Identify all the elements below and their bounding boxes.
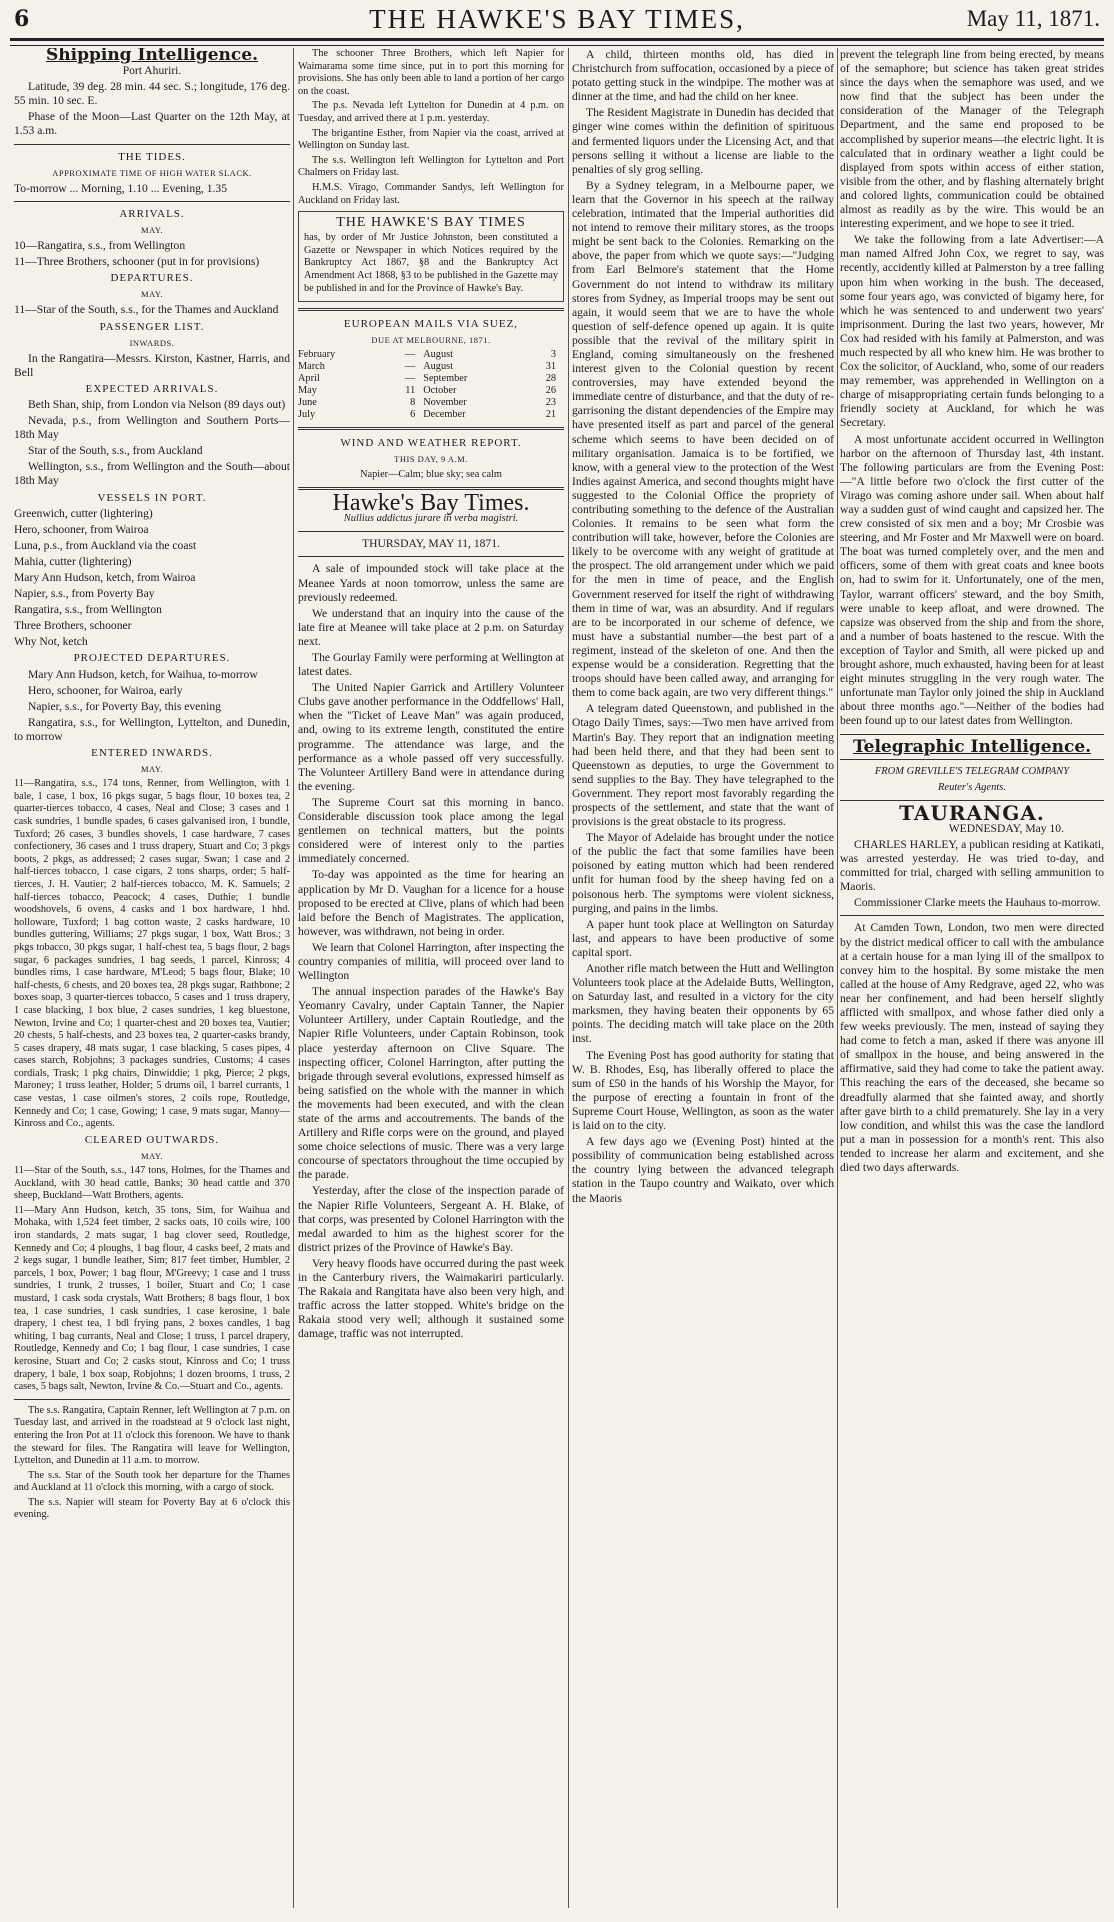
divider — [14, 144, 290, 145]
news-paragraph: The Resident Magistrate in Dunedin has decided that ginger wine comes within the definition of spirituous and fermented liquors under the Licensing Act, and that persons selling it without a license are liable to the penalties of sly grog selling. — [572, 106, 834, 176]
port-name: Port Ahuriri. — [122, 64, 182, 78]
table-row: April — September 28 — [298, 373, 556, 385]
vessels-heading: VESSELS IN PORT. — [97, 491, 207, 504]
projected-item: Hero, schooner, for Wairoa, early — [28, 683, 183, 697]
expected-item: Star of the South, s.s., from Auckland — [28, 444, 203, 458]
news-paragraph: A paper hunt took place at Wellington on Saturday last, and appears to have been productive of some capital sport. — [572, 917, 834, 959]
gazette-notice — [298, 211, 564, 302]
column-3 — [572, 48, 834, 1916]
paper-motto: Nullius addictus jurare in verba magistri. — [343, 513, 519, 525]
expected-item: Nevada, p.s., from Wellington and Southern Ports—18th May — [14, 414, 290, 442]
news-paragraph: We learn that Colonel Harrington, after inspecting the country companies of militia, will proceed over land to Wellington — [298, 940, 564, 983]
divider — [840, 734, 1104, 735]
vessel-item: Napier, s.s., from Poverty Bay — [14, 587, 155, 601]
masthead-rule — [10, 38, 1104, 46]
vessel-item: Greenwich, cutter (lightering) — [14, 506, 153, 520]
news-paragraph: The Gourlay Family were performing at Wellington at latest dates. — [298, 651, 564, 679]
weather-line: Napier—Calm; blue sky; sea calm — [360, 468, 502, 480]
vessel-item: Three Brothers, schooner — [14, 619, 132, 633]
telegram-paragraph: Commissioner Clarke meets the Hauhaus to-morrow. — [854, 896, 1101, 910]
shipping-note: The s.s. Napier will steam for Poverty Bay at 6 o'clock this evening. — [14, 1496, 290, 1521]
shipping-note: The schooner Three Brothers, which left Napier for Waimarama some time since, put in to port this morning for provisions. She has only been able to land a portion of her cargo on the coast. — [298, 48, 564, 97]
news-paragraph: The Supreme Court sat this morning in banco. Considerable discussion took place among the legal gentlemen on technical matters, but the points considered were of interest only to the parties immediately concerned. — [298, 795, 564, 866]
news-paragraph: By a Sydney telegram, in a Melbourne paper, we learn that the Governor in his speech at the railway celebration, intimated that the Imperial authorities did not intend to remove their military stores, as the troops might be sent back to the Colonies. Remarking on the above, the paper from which we quote says:—"Judging from Earl Belmore's statement that the Home Government do not intend to withdraw its military stores from Sydney, as Imperial troops may be sent out again, it would seem that we are to have the whole question of self-defence opened up again. It is quite possible that the revival of the military spirit in England, coming simultaneously on the freshened interest given to the Colonial question by recent controversies, may have extended beyond the immediate centre of disturbance, and that the duty of re-garrisoning the distant dependencies of the Empire may have presented itself as part and parcel of the general scheme which seems to have been decided on of military organisation. Jamaica is to be fortified, we know, with a general view to the protection of the West Indies against America, and second thoughts might have suggested to the Colonial Office the propriety of contributing something to the defence of the Australian Colonies. It remains to be seen what form the contribution will take, however, before the Colonies are likely to be overcome with any weight of gratitude at the prospect. The old arrangement under which we paid for the men in time of peace, and the English Government reserved for itself the right of withdrawing them in time of war, was an absurdity. And if regulars are to be incorporated in our scheme of defence, we must have a substantial number—the best part of a regiment, instead of the skeleton of one. And then the expense would be a consideration. Regretting that the troops should have been called away, and arranging for them to come back again, are two very different things." — [572, 178, 834, 700]
departure-item: 11—Star of the South, s.s., for the Thames and Auckland — [14, 303, 279, 317]
news-paragraph: prevent the telegraph line from being erected, by means of the semaphore; but science has taken great strides since the days when the semaphore was used, and we now find that the subject has been under the consideration of the Manager of the Telegraph Department, and the same end proposed to be accomplished by superior means—the electric light. It is calculated that in ordinary weather a light could be displayed from spots within access of either station, visible from the other, and by flashing alternately bright and colored lights, communication could be obtained almost as readily as by the wire. This would be an interesting experiment, and we hope to see it tried. — [840, 48, 1104, 231]
shipping-note: H.M.S. Virago, Commander Sandys, left Wellington for Auckland on Friday last. — [298, 181, 564, 206]
divider — [298, 308, 564, 311]
news-paragraph: We take the following from a late Advertiser:—A man named Alfred John Cox, we regret to say, was recently, accidently killed at Palmerston by a tree falling upon him when working in the bush. The deceased, some four years ago, was convicted of bigamy here, for which he was sentenced to and underwent two years' imprisonment. During the last two years, however, Mr Cox had resided with his family at Palmerston, and was much respected by all who knew him. He was brother to Cox the solicitor, of Auckland, who, some of our readers may remember, was apprehended in Wellington on a charge of misappropriating certain funds belonging to a friendly society at Auckland, for which he was Secretary. — [840, 233, 1104, 430]
news-paragraph: At Camden Town, London, two men were directed by the district medical officer to call with the ambulance at a certain house for a man lying ill of the smallpox to convey him to the hospital. By some mistake the men called at the house of Amy Redgrave, aged 22, who was near her confinement, and had been herself slightly afflicted with smallpox, and whose father died only a few weeks previously. The men, instead of saying they had come to fetch a man, asked if there was anyone ill of smallpox in the house, and being answered in the affirmative, said they had come to take the patient away. This reaching the ears of the deceased, she became so dreadfully alarmed that she fainted away, and shortly after gave birth to a child prematurely. She lay in a very low condition, and whilst this was the case the landlord put a man in possession for a month's rent. This also tended to increase her alarm and excitement, and she died two days afterwards. — [840, 921, 1104, 1175]
table-row: February — August 3 — [298, 349, 556, 361]
entered-heading: ENTERED INWARDS. — [91, 747, 213, 760]
latitude: Latitude, 39 deg. 28 min. 44 sec. S.; longitude, 176 deg. 55 min. 10 sec. E. — [14, 80, 290, 108]
notice-title: THE HAWKE'S BAY TIMES — [336, 215, 526, 231]
news-paragraph: Another rifle match between the Hutt and Wellington Volunteers took place at the Adelaide Butts, Wellington, on Saturday last, and resulted in a victory for the city marksmen, they having beaten their opponents by 65 points. The deciding match will take place on the 20th inst. — [572, 962, 834, 1046]
page-number: 6 — [14, 6, 30, 32]
month-label: MAY. — [140, 289, 164, 300]
table-row: March — August 31 — [298, 361, 556, 373]
table-row: June 8 November 23 — [298, 397, 556, 409]
entered-inwards: 11—Rangatira, s.s., 174 tons, Renner, from Wellington, with 1 bale, 1 case, 1 box, 16 pkgs sugar, 5 bags flour, 10 boxes tea, 2 quarter-tierces tobacco, 4 cases, Neal and Close; 3 cases and 1 cask sundries, 1 bundle spades, 6 cases galvanised iron, 1 bundle, Tuxford; 26 cases, 3 bundles shovels, 1 case hardware, 7 cases confectionery, 36 cases and 1 truss drapery, Stuart and Co; 3 pkgs boots, 2 pkgs, as addressed; 2 cases sugar, Swan; 1 case and 2 half-tierces tobacco, 1 case cigars, 2 tons sharps, order; 5 half-tierces, J. H. Vautier; 2 half-tierces tobacco, M. K. Samuels; 2 half-tierces tobacco, Peacock; 4 cases, Duthie; 1 bundle woodshovels, 6 ovens, 4 casks and 1 box hardware, 1 hhd. holloware, Tuxford; 1 bag cotton waste, 2 casks hardware, 10 bundles guttering, Williams; 27 pkgs sugar, 1 box, Watt Bros.; 3 pkgs tobacco, 30 pkgs sugar, 1 half-chest tea, 5 bags flour, 2 bags sugar, 6 packages sundries, 1 bag seeds, 1 parcel, Kinross; 4 bundles rims, 1 case hardware, M'Leod; 5 bags flour, Blake; 10 half-chests, 6 chests, and 20 boxes tea, 28 pkgs sugar, Rathbone; 2 boxes soap, 3 quarter-tierces tobacco, 5 cases and 1 truss drapery, 1 case blacking, 1 box blue, 2 cases sundries, 1 keg bluestone, Newton, Irvine and Co; 1 quarter-chest and 20 boxes tea, Vautier; 20 chests, 5 half-chests, and 23 boxes tea, 2 quarter-casks brandy, 5 cases drapery, 48 mats sugar, 1 case blacking, 5 cases pipes, 4 cases starch, Robjohns; 3 packages sundries, Customs; 4 cases cordials, Trask; 1 pkg chairs, Dinwiddie; 1 pkg, Pierce; 2 pkgs, Maroney; 1 truss leather, Holder; 5 drums oil, 1 barrel currants, 1 case vestas, 1 case oilmen's stores, 2 coils rope, Routledge, Kennedy and Co; 1 case, Gowing; 1 case, 9 mats sugar, Manoy—Kinross and Co., agents. — [14, 778, 290, 1130]
shipping-heading: Shipping Intelligence. — [46, 48, 258, 65]
tides-heading: THE TIDES. — [118, 150, 186, 163]
table-row: May 11 October 26 — [298, 385, 556, 397]
expected-item: Wellington, s.s., from Wellington and the South—about 18th May — [14, 460, 290, 488]
issue-date: May 11, 1871. — [966, 6, 1100, 31]
dateline: THURSDAY, MAY 11, 1871. — [362, 537, 500, 551]
expected-heading: EXPECTED ARRIVALS. — [85, 382, 219, 395]
news-paragraph: A few days ago we (Evening Post) hinted at the possibility of communication being established across the country lying between the advanced telegraph station in the Taupo country and Waikato, over which the Maoris — [572, 1135, 834, 1205]
shipping-note: The s.s. Star of the South took her departure for the Thames and Auckland at 11 o'clock this morning, with a cargo of stock. — [14, 1469, 290, 1494]
weather-subtitle: THIS DAY, 9 A.M. — [394, 454, 468, 465]
column-2 — [298, 48, 564, 1916]
passenger-heading: PASSENGER LIST. — [99, 320, 205, 333]
news-paragraph: Very heavy floods have occurred during the past week in the Canterbury rivers, the Waimakariri particularly. The Rakaia and Rangitata have also been very high, and traffic across the latter stopped. White's bridge on the Rakaia stood very well; although it sustained some damage, traffic was not interrupted. — [298, 1256, 564, 1341]
vessel-item: Why Not, ketch — [14, 635, 88, 649]
month-label: MAY. — [140, 1150, 164, 1161]
table-row: July 6 December 21 — [298, 409, 556, 421]
cleared-item: 11—Star of the South, s.s., 147 tons, Holmes, for the Thames and Auckland, with 30 head cattle, Banks; 30 head cattle and 370 sheep, Buckland—Watt Brothers, agents. — [14, 1165, 290, 1202]
divider — [298, 556, 564, 557]
news-paragraph: The Mayor of Adelaide has brought under the notice of the public the fact that some families have been poisoned by eating mutton which had been rendered unfit for human food by the sheep having fed on a poisonous herb. The symptoms were violent sickness, purging, and pains in the limbs. — [572, 831, 834, 915]
moon-phase: Phase of the Moon—Last Quarter on the 12th May, at 1.53 a.m. — [14, 110, 290, 138]
telegram-date: WEDNESDAY, May 10. — [948, 821, 1064, 835]
vessel-item: Mahia, cutter (lightering) — [14, 554, 132, 568]
tides-line: To-morrow ... Morning, 1.10 ... Evening, 1.35 — [14, 181, 228, 195]
vessel-item: Hero, schooner, from Wairoa — [14, 522, 149, 536]
divider — [840, 915, 1104, 916]
projected-item: Rangatira, s.s., for Wellington, Lyttelton, and Dunedin, to morrow — [14, 715, 290, 743]
column-divider — [293, 48, 294, 1908]
departures-heading: DEPARTURES. — [110, 272, 194, 285]
telegraphic-heading: Telegraphic Intelligence. — [852, 736, 1092, 757]
news-paragraph: A most unfortunate accident occurred in Wellington harbor on the afternoon of Thursday last, 4th instant. The following particulars are from the Evening Post:—"A little before two o'clock the first cutter of the Virago was coming ashore under sail. When about half way a sudden gust of wind caught and capsized her. The crew consisted of six men and a boy; Mr Crosbie was steering, and Mr Foster and Mr Maxwell were on board. The boat was turned completely over, and the men and officers, some of them with great coats and knee boots on, had to swim for it. Unfortunately, one of the men, Taylor, warrant officers' steward, and the boy Smith, were unable to keep afloat, and were drowned. The capsize was observed from the ship and from the shore, and a number of boats hastened to the rescue. With the exception of Taylor and Smith, all were picked up and brought ashore, much exhausted, having been for at least eight minutes struggling in the very rough water. The unfortunate man Taylor only joined the ship in Auckland about three months ago."—Neither of the bodies had been found up to our latest dates from Wellington. — [840, 432, 1104, 728]
shipping-note: The brigantine Esther, from Napier via the coast, arrived at Wellington on Sunday last. — [298, 127, 564, 152]
mails-title: EUROPEAN MAILS VIA SUEZ, — [343, 318, 519, 331]
news-paragraph: We understand that an inquiry into the cause of the late fire at Meanee will take place at 2 p.m. on Saturday next. — [298, 606, 564, 648]
column-1 — [14, 48, 290, 1916]
column-divider — [837, 48, 838, 1908]
shipping-note: The s.s. Rangatira, Captain Renner, left Wellington at 7 p.m. on Tuesday last, and arrived in the roadstead at 9 o'clock last night, entering the Iron Pot at 11 o'clock this forenoon. We have to thank the steward for files. The Rangatira will leave for Wellington, Lyttelton, and Dunedin at 11 a.m. to morrow. — [14, 1404, 290, 1467]
vessel-item: Mary Ann Hudson, ketch, from Wairoa — [14, 571, 196, 584]
cleared-heading: CLEARED OUTWARDS. — [84, 1133, 220, 1146]
passenger-list: In the Rangatira—Messrs. Kirston, Kastner, Harris, and Bell — [14, 351, 290, 379]
news-paragraph: The United Napier Garrick and Artillery Volunteer Clubs gave another performance in the Oddfellows' Hall, when the "Ticket of Leave Man" was again produced, and, owing to its extreme length, constituted the entire programme. The attendance was large, and the performance as a whole passed off very successfully. The Volunteer Artillery Band were in attendance during the evening. — [298, 681, 564, 793]
mails-subtitle: DUE AT MELBOURNE, 1871. — [371, 335, 491, 346]
place-heading: TAURANGA. — [899, 800, 1045, 825]
news-paragraph: A telegram dated Queenstown, and published in the Otago Daily Times, says:—Two men have arrived from Martin's Bay. They report that an indignation meeting had been held there, and that they had been sent to Queenstown as deputies, to urge the Government to send supplies to the Bay. They have telegraphed to the Government. They report most favorably regarding the prospects of the settlement, and state that the want of provisions is the great obstacle to its progress. — [572, 702, 834, 829]
newspaper-title: THE HAWKE'S BAY TIMES, — [369, 4, 745, 34]
cleared-item: 11—Mary Ann Hudson, ketch, 35 tons, Sim, for Waihua and Mohaka, with 1,524 feet timber, 2 sacks oats, 10 coils wire, 100 iron standards, 2 mats sugar, 1 bag clover seed, Routledge, Kennedy and Co; 4 ploughs, 1 bag flour, 4 casks beef, 2 mats and 2 kegs sugar, 1 bundle leather, Sim; 817 feet timber, Humbler, 2 parcels, 1 box, Power; 1 bag flour, M'Greevy; 1 case and 1 truss sundries, 1 trunk, 2 trusses, 1 boiler, Stuart and Co; 1 case mustard, 1 cask soda crystals, Watt Brothers; 8 bags flour, 1 box tea, 1 case sundries, 1 cask sundries, 1 case kerosine, 1 bale drapery, 1 chest tea, 1 bdl frying pans, 2 boxes candles, 1 bag whiting, 1 bag currants, Neal and Close; 1 truss, 1 parcel drapery, Routledge, Kennedy and Co; 1 bag flour, 1 case sundries, 1 case kerosine, Stuart and Co; 2 casks stout, Kinross and Co; 1 truss drapery, 1 bale, 1 box soap, Robjohns; 1 dozen brooms, 1 truss, 2 cases, 5 bags salt, Newton, Irvine & Co.—Stuart and Co., agents. — [14, 1204, 290, 1393]
month-label: MAY. — [140, 224, 164, 235]
telegram-paragraph: CHARLES HARLEY, a publican residing at Katikati, was arrested yesterday. He was tried to-day, and committed for trial, charged with selling ammunition to Maoris. — [840, 837, 1104, 894]
tides-subheading: APPROXIMATE TIME OF HIGH WATER SLACK. — [52, 167, 252, 178]
paper-title: Hawke's Bay Times. — [332, 490, 530, 517]
news-paragraph: To-day was appointed as the time for hearing an application by Mr D. Vaughan for a licence for a house proposed to be erected at Clive, plans of which had been laid before the Bench of Magistrates. The application, however, was withdrawn, not being in order. — [298, 868, 564, 938]
shipping-note: The p.s. Nevada left Lyttelton for Dunedin at 4 p.m. on Tuesday, and arrived there at 1 p.m. yesterday. — [298, 100, 564, 124]
divider — [14, 201, 290, 202]
notice-body: has, by order of Mr Justice Johnston, been constituted a Gazette or Newspaper in which Notices required by the Bankruptcy Act 1867, §8 and the Bankruptcy Act Amendment Act 1868, §3 to be published in the Gazette may be published in and for the Province of Hawke's Bay. — [304, 232, 558, 294]
projected-item: Napier, s.s., for Poverty Bay, this evening — [28, 699, 221, 713]
vessel-item: Luna, p.s., from Auckland via the coast — [14, 538, 197, 552]
news-paragraph: The annual inspection parades of the Hawke's Bay Yeomanry Cavalry, under Captain Tanner, the Napier Volunteer Artillery, under Captain Routledge, and the Napier Rifle Volunteers, under Captain Robinson, took place yesterday afternoon on Clive Square. The inspecting officer, Colonel Harrington, after putting the brigade through several evolutions, expressed himself as being satisfied on the whole with the manner in which the movements had been executed, and with the clean state of the arms and accoutrements. The bands of the Artillery and Rifle corps were on the ground, and played some choice selections of music. There was a very large concourse of spectators throughout the time occupied by the parade. — [298, 985, 564, 1182]
projected-item: Mary Ann Hudson, ketch, for Waihua, to-morrow — [28, 667, 258, 681]
telegram-agents: Reuter's Agents. — [938, 781, 1006, 793]
column-divider — [568, 48, 569, 1908]
projected-heading: PROJECTED DEPARTURES. — [73, 652, 231, 665]
shipping-note: The s.s. Wellington left Wellington for Lyttelton and Port Chalmers on Friday last. — [298, 154, 564, 179]
month-label: MAY. — [140, 764, 164, 775]
weather-title: WIND AND WEATHER REPORT. — [340, 437, 522, 450]
news-paragraph: Yesterday, after the close of the inspection parade of the Napier Rifle Volunteers, Sergeant A. H. Blake, of that corps, was presented by Colonel Harrington with the medal awarded to him as the highest scorer for the district prizes of the Province of Hawke's Bay. — [298, 1184, 564, 1254]
divider — [840, 759, 1104, 760]
divider — [298, 531, 564, 532]
masthead — [0, 0, 1114, 36]
mails-table — [298, 349, 564, 421]
divider — [14, 1399, 290, 1400]
telegram-source: FROM GREVILLE'S TELEGRAM COMPANY — [874, 765, 1070, 777]
column-4 — [840, 48, 1104, 1916]
expected-item: Beth Shan, ship, from London via Nelson (89 days out) — [28, 397, 286, 411]
news-paragraph: A child, thirteen months old, has died in Christchurch from suffocation, occasioned by a piece of potato getting stuck in the windpipe. The mother was at dinner at the time, and had the child on her knee. — [572, 48, 834, 104]
news-paragraph: The Evening Post has good authority for stating that W. B. Rhodes, Esq, has liberally offered to place the sum of £50 in the hands of his Worship the Mayor, for the purpose of erecting a fountain in front of the Supreme Court House, Wellington, as soon as the water is laid on to the city. — [572, 1048, 834, 1133]
news-paragraph: A sale of impounded stock will take place at the Meanee Yards at noon tomorrow, unless the same are previously redeemed. — [298, 562, 564, 604]
arrivals-heading: ARRIVALS. — [119, 207, 185, 220]
arrival-item: 10—Rangatira, s.s., from Wellington — [14, 239, 186, 253]
divider — [298, 427, 564, 430]
arrival-item: 11—Three Brothers, schooner (put in for provisions) — [14, 255, 260, 269]
vessel-item: Rangatira, s.s., from Wellington — [14, 603, 162, 617]
inwards-label: INWARDS. — [129, 337, 175, 348]
